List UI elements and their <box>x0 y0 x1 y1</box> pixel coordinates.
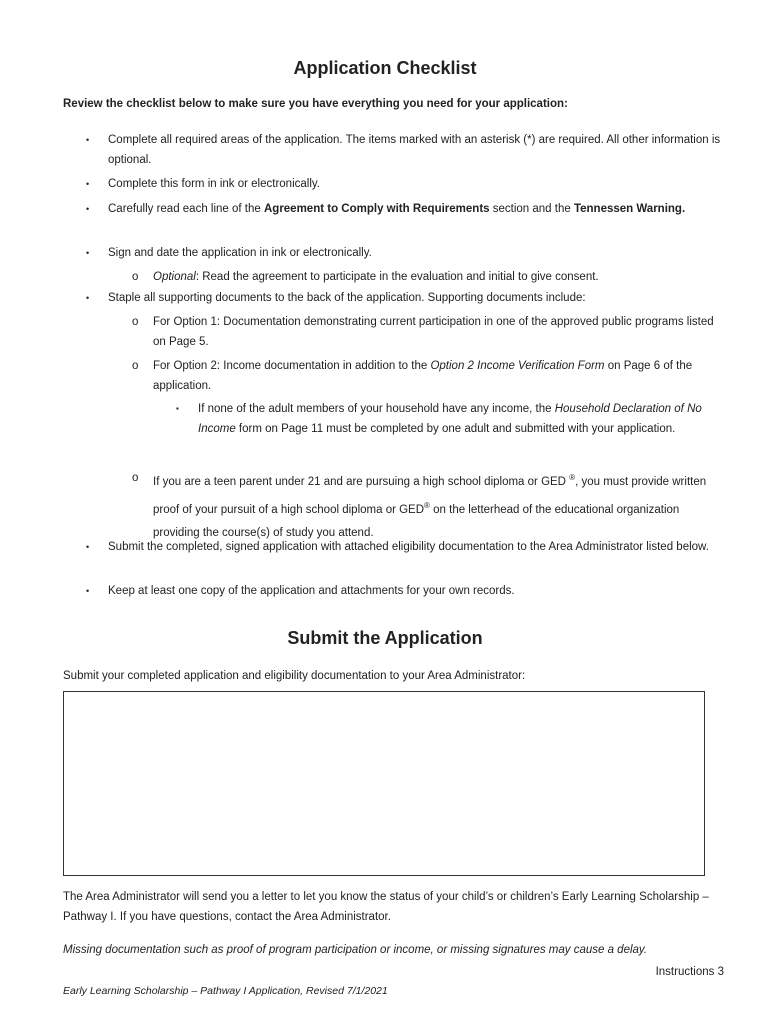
document-footer: Early Learning Scholarship – Pathway I Application, Revised 7/1/2021 <box>63 985 388 997</box>
checklist-item <box>86 130 728 170</box>
item-text: If you are a teen parent under 21 and are pursuing a high school diploma or GED <box>153 475 570 488</box>
registered-mark: ® <box>424 500 430 510</box>
bullet-icon: • <box>86 204 90 214</box>
item-text: on Page 6 of the application. <box>153 360 693 392</box>
page-title: Application Checklist <box>293 58 477 78</box>
item-text: Complete all required areas of the application. The items marked with an asterisk (*) are required. All other information is optional. <box>108 134 721 166</box>
item-text: , you must provide written proof of your pursuit of a high school diploma or GED <box>153 475 707 516</box>
item-text: form on Page 11 must be completed by one adult and submitted with your application. <box>235 423 676 435</box>
delay-warning: Missing documentation such as proof of program participation or income, or missing signatures may cause a delay. <box>63 944 648 956</box>
item-text: : Read the agreement to participate in the evaluation and initial to give consent. <box>195 271 599 283</box>
form-name: Option 2 Income Verification Form <box>430 360 605 372</box>
area-administrator-box <box>63 691 705 876</box>
submit-intro: Submit your completed application and eligibility documentation to your Area Administrator: <box>63 670 526 682</box>
item-text: section and the <box>489 203 574 215</box>
circle-bullet-icon: o <box>132 316 139 328</box>
checklist-item <box>86 199 728 219</box>
bullet-icon: • <box>86 542 90 552</box>
checklist-subitem <box>132 356 728 396</box>
form-name: Household Declaration of No Income <box>198 403 702 435</box>
optional-label: Optional <box>153 271 196 283</box>
checklist-item <box>86 537 728 557</box>
item-text: Carefully read each line of the <box>108 203 264 215</box>
item-text: For Option 2: Income documentation in addition to the <box>153 360 431 372</box>
section-title: Submit the Application <box>287 628 483 648</box>
item-text: Submit the completed, signed application with attached eligibility documentation to the Area Administrator listed below. <box>108 541 709 553</box>
bullet-icon: • <box>86 586 90 596</box>
item-text: For Option 1: Documentation demonstrating current participation in one of the approved public programs listed on Page 5. <box>153 316 714 348</box>
item-text: Staple all supporting documents to the back of the application. Supporting documents include: <box>108 292 586 304</box>
item-text: on the letterhead of the educational organization providing the course(s) of study you attend. <box>153 503 680 539</box>
square-bullet-icon: ▪ <box>176 404 179 413</box>
checklist-item <box>86 174 728 194</box>
item-text: Keep at least one copy of the application and attachments for your own records. <box>108 585 515 597</box>
warning-name: Tennessen Warning. <box>573 203 686 215</box>
status-notice: The Area Administrator will send you a letter to let you know the status of your child’s or children’s Early Learning Scholarship – Pathway I. If you have questions, contact the Area Administrator. <box>63 891 709 923</box>
circle-bullet-icon: o <box>132 360 139 372</box>
item-text: If none of the adult members of your household have any income, the <box>198 403 555 415</box>
checklist-subsubitem <box>176 399 728 439</box>
circle-bullet-icon: o <box>132 271 139 283</box>
checklist-item <box>86 288 728 308</box>
bullet-icon: • <box>86 248 90 258</box>
checklist-subitem <box>132 312 728 352</box>
item-text: Complete this form in ink or electronically. <box>108 178 320 190</box>
checklist-item <box>86 243 728 263</box>
checklist-subitem <box>132 267 728 287</box>
bullet-icon: • <box>86 293 90 303</box>
registered-mark: ® <box>569 473 576 482</box>
page-number: Instructions 3 <box>655 966 724 978</box>
checklist-item <box>86 581 728 601</box>
circle-bullet-icon: o <box>132 472 139 484</box>
checklist-subitem <box>132 466 728 545</box>
checklist-intro: Review the checklist below to make sure you have everything you need for your application: <box>63 98 568 110</box>
bullet-icon: • <box>86 179 90 189</box>
agreement-name: Agreement to Comply with Requirements <box>263 203 490 215</box>
item-text: Sign and date the application in ink or electronically. <box>108 247 372 259</box>
bullet-icon: • <box>86 135 90 145</box>
